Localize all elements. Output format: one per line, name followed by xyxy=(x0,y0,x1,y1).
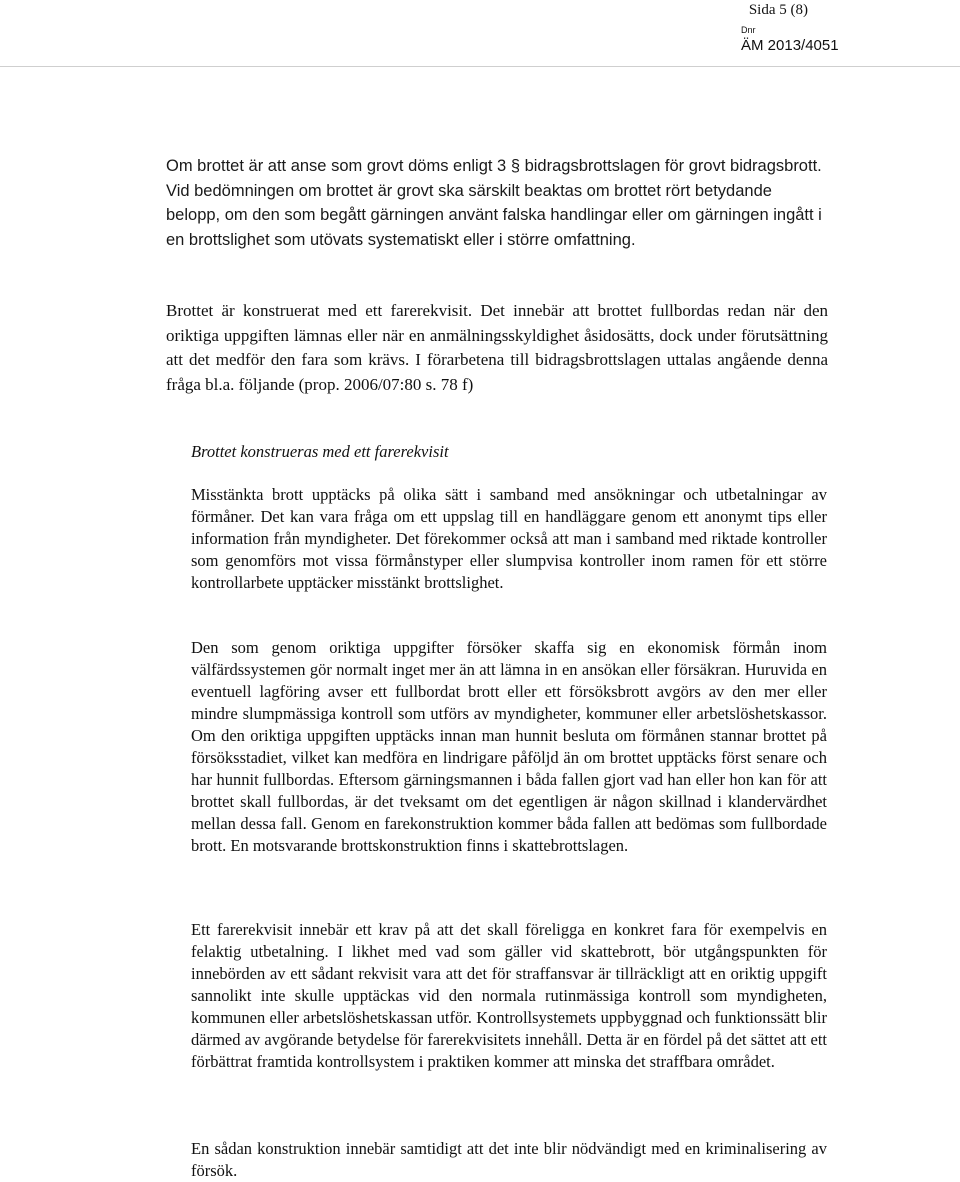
paragraph-farerekvisit: Brottet är konstruerat med ett farerekvisit. Det innebär att brottet fullbordas redan när den oriktiga uppgiften lämnas eller när en anmälningsskyldighet åsidosätts, dock under förutsättning att det medför den fara som krävs. I förarbetena till bidragsbrottslagen uttalas angående denna fråga bl.a. följande (prop. 2006/07:80 s. 78 f) xyxy=(166,301,828,394)
quote-paragraph-4: En sådan konstruktion innebär samtidigt att det inte blir nödvändigt med en kriminalisering av försök. xyxy=(191,1139,827,1180)
quote-paragraph-1: Misstänkta brott upptäcks på olika sätt i samband med ansökningar och utbetalningar av förmåner. Det kan vara fråga om ett uppslag till en handläggare genom ett anonymt tips eller information från myndigheter. Det förekommer också att man i samband med riktade kontroller som genomförs mot vissa förmånstyper eller slumpvisa kontroller inom ramen för ett större kontrollarbete upptäcker misstänkt brottslighet. xyxy=(191,485,827,592)
quote-paragraph-3: Ett farerekvisit innebär ett krav på att det skall föreligga en konkret fara för exempelvis en felaktig utbetalning. I likhet med vad som gäller vid skattebrott, bör utgångspunkten för innebörden av ett sådant rekvisit vara att det för straffansvar är tillräckligt att en oriktig uppgift sannolikt inte skulle upptäckas vid den normala rutinmässiga kontroll som myndigheten, kommunen eller arbetslöshetskassan utför. Kontrollsystemets uppbyggnad och funktionssätt blir därmed av avgörande betydelse för farerekvisitets innehåll. Detta är en fördel på det sättet att ett förbättrat framtida kontrollsystem i praktiken kommer att minska det straffbara området. xyxy=(191,920,827,1071)
quote-paragraph-2: Den som genom oriktiga uppgifter försöker skaffa sig en ekonomisk förmån inom välfärdssystemen gör normalt inget mer än att lämna in en ansökan eller försäkran. Huruvida en eventuell lagföring avser ett fullbordat brott eller ett försöksbrott avgörs av den mer eller mindre slumpmässiga kontroll som utförs av myndigheter, kommuner eller arbetslöshetskassor. Om den oriktiga uppgiften upptäcks innan man hunnit besluta om förmånen stannar brottet på försöksstadiet, vilket kan medföra en lindrigare påföljd än om brottet upptäcks först senare och har hunnit fullbordas. Eftersom gärningsmannen i båda fallen gjort vad han eller hon kan för att brottet skall fullbordas, är det tveksamt om det egentligen är någon skillnad i klandervärdhet mellan dessa fall. Genom en farekonstruktion kommer båda fallen att bedömas som fullbordade brott. En motsvarande brottskonstruktion finns i skattebrottslagen. xyxy=(191,638,827,855)
page-number: Sida 5 (8) xyxy=(748,2,808,18)
quote-heading: Brottet konstrueras med ett farerekvisit xyxy=(191,442,449,461)
paragraph-grovt-bidragsbrott: Om brottet är att anse som grovt döms enligt 3 § bidragsbrottslagen för grovt bidragsbrott. Vid bedömningen om brottet är grovt ska särskilt beaktas om brottet rört betydande belopp, om den som begått gärningen använt falska handlingar eller om gärningen ingått i en brottslighet som utövats systematiskt eller i större omfattning. xyxy=(166,157,822,249)
case-number: ÄM 2013/4051 xyxy=(741,37,839,54)
dnr-label: Dnr xyxy=(741,25,756,35)
header-divider xyxy=(0,66,960,67)
